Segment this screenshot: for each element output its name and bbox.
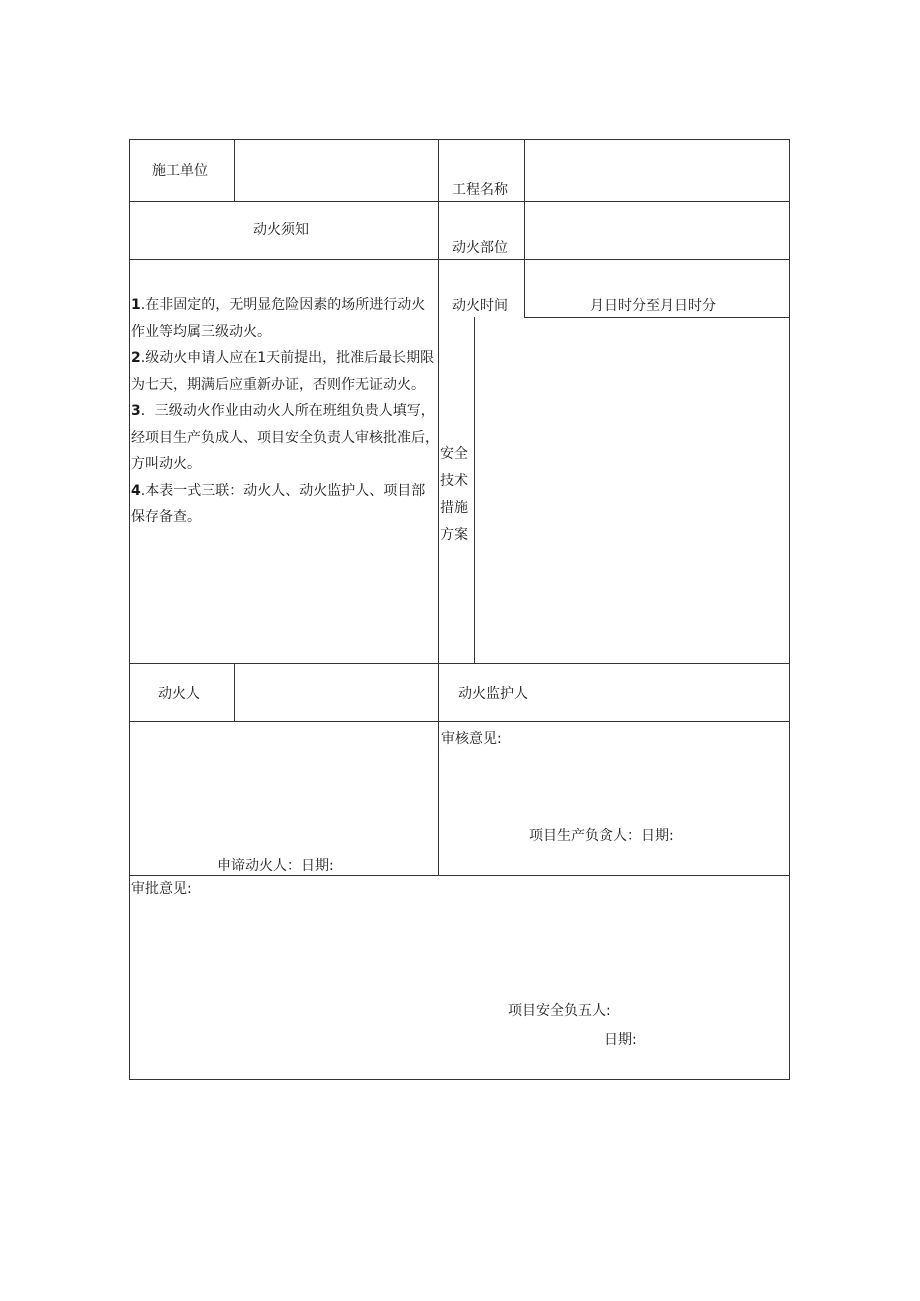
safety-plan-label: 安全 技术 措施 方案	[440, 446, 468, 543]
approval-date-label: 日期:	[604, 1032, 637, 1048]
approval-opinion-label: 审批意见:	[131, 881, 192, 897]
row-divider-3	[524, 317, 790, 318]
row-divider-6	[129, 875, 790, 876]
notice-item: 3．三级动火作业由动火人所在班组负贵人填写，经项目生产负成人、项目安全负责人审核批准后，方叫动火。	[131, 403, 439, 472]
fire-time-label: 动火时间	[452, 298, 508, 314]
fire-notice-label: 动火须知	[253, 222, 309, 238]
fire-guardian-label: 动火监护人	[458, 686, 528, 702]
applicant-sign: 申谛动火人：日期:	[217, 858, 334, 874]
row-divider-5	[129, 721, 790, 722]
col-divider-person	[234, 663, 235, 721]
form-frame	[129, 139, 790, 1080]
production-head-sign: 项目生产负贪人：日期:	[529, 828, 674, 844]
notice-item: 4.本表一式三联：动火人、动火监护人、项目部保存备查。	[131, 482, 426, 525]
fire-location-label: 动火部位	[452, 240, 508, 256]
project-name-label: 工程名称	[452, 182, 508, 198]
row-divider-4	[129, 663, 790, 664]
row-divider-1	[129, 201, 790, 202]
fire-person-label: 动火人	[158, 686, 200, 702]
notice-item: 1.在非固定的，无明显危险因素的场所进行动火作业等均属三级动火。	[131, 297, 426, 340]
fire-time-value: 月日时分至月日时分	[590, 298, 716, 314]
col-divider-right	[524, 139, 525, 317]
notice-item: 2.级动火申请人应在1天前提出，批准后最长期限为七天，期满后应重新办证，否则作无证动火。	[131, 350, 435, 393]
col-divider-plan	[474, 317, 475, 663]
safety-head-sign: 项目安全负五人:	[508, 1003, 611, 1019]
construction-unit-label: 施工单位	[152, 163, 208, 179]
col-divider-unit	[234, 139, 235, 201]
review-opinion-label: 审核意见:	[441, 731, 502, 747]
row-divider-2	[129, 259, 790, 260]
fire-notice-list	[131, 292, 439, 531]
